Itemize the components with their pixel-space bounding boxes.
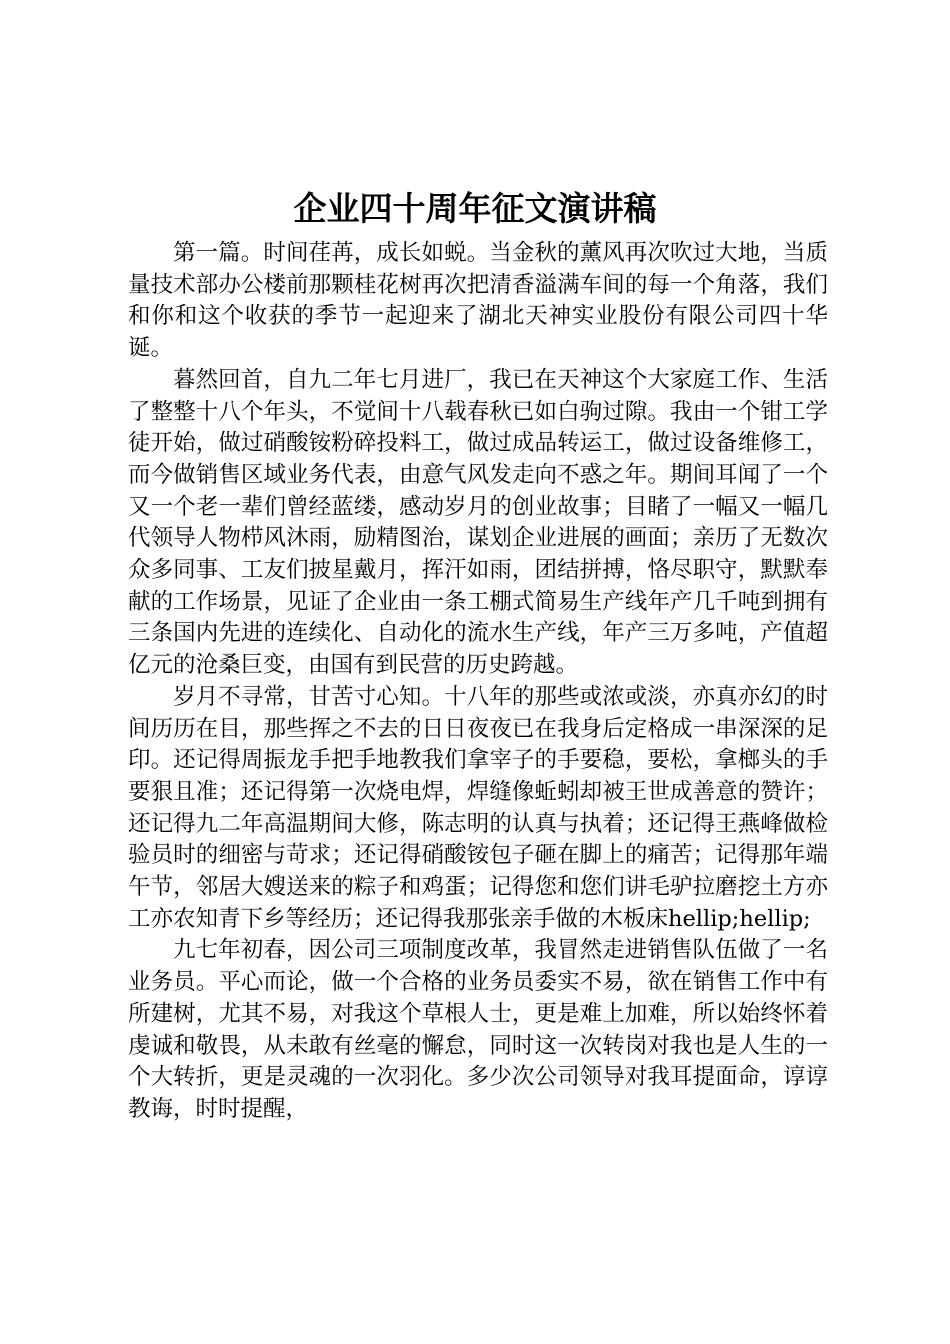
paragraph-3: 岁月不寻常，甘苦寸心知。十八年的那些或浓或淡，亦真亦幻的时间历历在目，那些挥之不去的日日夜夜已在我身后定格成一串深深的足印。还记得周振龙手把手地教我们拿宰子的手要稳，要松，拿榔头的手要狠且准；还记得第一次烧电焊，焊缝像蚯蚓却被王世成善意的赞许；还记得九二年高温期间大修，陈志明的认真与执着；还记得王燕峰做检验员时的细密与苛求；还记得硝酸铵包子砸在脚上的痛苦；记得那年端午节，邻居大嫂送来的粽子和鸡蛋；记得您和您们讲毛驴拉磨挖土方亦工亦农知青下乡等经历；还记得我那张亲手做的木板床hellip;hellip; (128, 683, 828, 932)
paragraph-2: 暮然回首，自九二年七月进厂，我已在天神这个大家庭工作、生活了整整十八个年头，不觉间十八载春秋已如白驹过隙。我由一个钳工学徒开始，做过硝酸铵粉碎投料工，做过成品转运工，做过设备维修工，而今做销售区域业务代表，由意气风发走向不惑之年。期间耳闻了一个又一个老一辈们曾经蓝缕，感动岁月的创业故事；目睹了一幅又一幅几代领导人物栉风沐雨，励精图治，谋划企业进展的画面；亲历了无数次众多同事、工友们披星戴月，挥汗如雨，团结拼搏，恪尽职守，默默奉献的工作场景，见证了企业由一条工棚式简易生产线年产几千吨到拥有三条国内先进的连续化、自动化的流水生产线，年产三万多吨，产值超亿元的沧桑巨变，由国有到民营的历史跨越。 (128, 366, 828, 679)
document-title: 企业四十周年征文演讲稿 (293, 189, 657, 228)
paragraph-1: 第一篇。时间荏苒，成长如蜕。当金秋的薰风再次吹过大地，当质量技术部办公楼前那颗桂花树再次把清香溢满车间的每一个角落，我们和你和这个收获的季节一起迎来了湖北天神实业股份有限公司四十华诞。 (128, 240, 828, 362)
document-body (128, 238, 828, 1126)
paragraph-4: 九七年初春，因公司三项制度改革，我冒然走进销售队伍做了一名业务员。平心而论，做一个合格的业务员委实不易，欲在销售工作中有所建树，尤其不易，对我这个草根人士，更是难上加难，所以始终怀着虔诚和敬畏，从未敢有丝毫的懈怠，同时这一次转岗对我也是人生的一个大转折，更是灵魂的一次羽化。多少次公司领导对我耳提面命，谆谆教诲，时时提醒， (128, 937, 828, 1122)
